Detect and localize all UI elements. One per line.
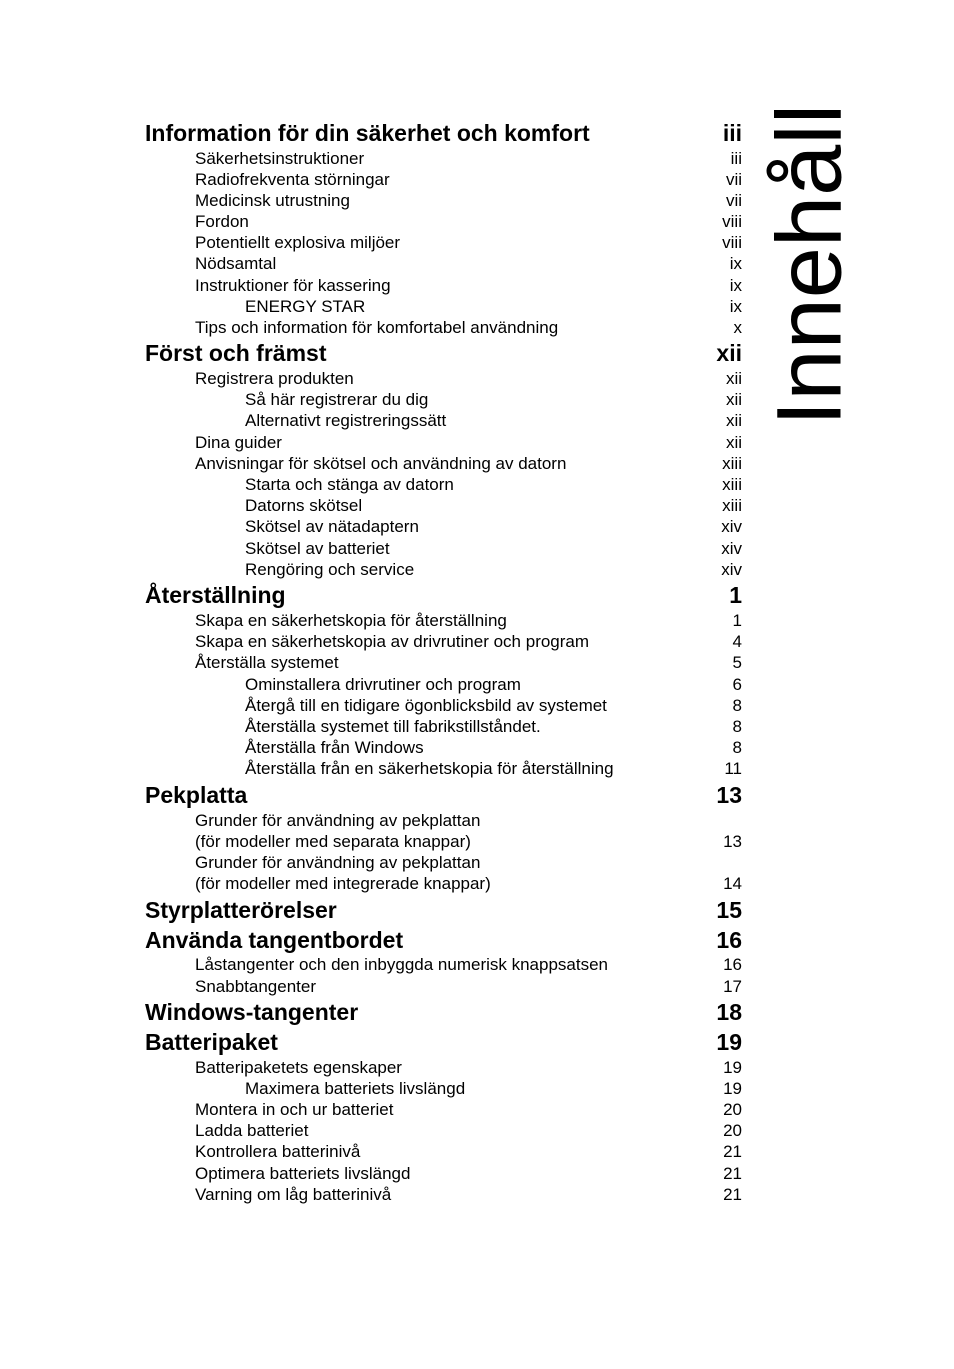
toc-entry-page: xii <box>725 369 742 388</box>
toc-subsection <box>245 475 742 496</box>
toc-entry-page: viii <box>722 233 742 252</box>
toc-entry-title: Alternativt registreringssätt <box>245 411 447 430</box>
toc-section <box>195 454 742 475</box>
toc-section <box>195 1164 742 1185</box>
toc-section <box>195 1142 742 1163</box>
toc-subsection <box>245 696 742 717</box>
toc-section <box>195 611 742 632</box>
toc-entry-page: 13 <box>716 782 742 808</box>
toc-entry-title: Registrera produkten <box>195 369 354 388</box>
toc-entry-title: Optimera batteriets livslängd <box>195 1164 411 1183</box>
toc-entry-title: Kontrollera batterinivå <box>195 1142 361 1161</box>
toc-entry-page: xiii <box>722 496 742 515</box>
toc-entry-page: xii <box>725 433 742 452</box>
toc-section <box>195 1058 742 1079</box>
toc-entry-title: Skapa en säkerhetskopia av drivrutiner och program <box>195 632 590 651</box>
toc-entry-page: xiv <box>721 539 742 558</box>
toc-section <box>195 433 742 454</box>
toc-entry-title: Windows-tangenter <box>145 999 359 1025</box>
toc-chapter <box>145 120 742 148</box>
toc-entry-page: 5 <box>732 653 742 672</box>
toc-entry-title: Styrplatterörelser <box>145 897 337 923</box>
toc-entry-page: 20 <box>723 1121 742 1140</box>
toc-entry-title: Medicinsk utrustning <box>195 191 350 210</box>
toc-entry-title: Grunder för användning av pekplattan <box>195 853 481 872</box>
toc-entry-title: Skötsel av batteriet <box>245 539 390 558</box>
toc-section <box>195 233 742 254</box>
toc-entry-page: ix <box>729 276 742 295</box>
toc-section <box>195 170 742 191</box>
toc-entry-page: 8 <box>732 717 742 736</box>
toc-section <box>195 1121 742 1142</box>
toc-section <box>195 653 742 674</box>
toc-entry-title: Batteripaketets egenskaper <box>195 1058 402 1077</box>
toc-entry-page: 8 <box>732 738 742 757</box>
toc-entry-page: 14 <box>723 874 742 893</box>
toc-section <box>195 955 742 976</box>
toc-entry-title: Maximera batteriets livslängd <box>245 1079 466 1098</box>
toc-entry-page: 8 <box>732 696 742 715</box>
toc-entry-page: 1 <box>729 582 742 608</box>
toc-entry-title: Återställa från Windows <box>245 738 424 757</box>
toc-section <box>195 254 742 275</box>
toc-section <box>195 853 742 874</box>
toc-section <box>195 191 742 212</box>
toc-entry-title: Rengöring och service <box>245 560 415 579</box>
toc-entry-page: 1 <box>732 611 742 630</box>
toc-entry-title: Pekplatta <box>145 782 248 808</box>
toc-subsection <box>245 1079 742 1100</box>
toc-entry-page: 17 <box>723 977 742 996</box>
toc-subsection <box>245 297 742 318</box>
toc-entry-title: (för modeller med separata knappar) <box>195 832 471 851</box>
toc-entry-title: Ominstallera drivrutiner och program <box>245 675 521 694</box>
toc-entry-page: iii <box>730 149 742 168</box>
toc-entry-page: xiii <box>722 454 742 473</box>
toc-entry-title: Nödsamtal <box>195 254 277 273</box>
toc-subsection <box>245 738 742 759</box>
toc-entry-page: 20 <box>723 1100 742 1119</box>
toc-entry-page: 13 <box>723 832 742 851</box>
toc-entry-page: xiii <box>722 475 742 494</box>
toc-entry-page: 21 <box>723 1142 742 1161</box>
toc-section <box>195 318 742 339</box>
toc-subsection <box>245 496 742 517</box>
toc-entry-page: vii <box>725 170 742 189</box>
toc-entry-title: Tips och information för komfortabel användning <box>195 318 559 337</box>
toc-entry-title: Säkerhetsinstruktioner <box>195 149 365 168</box>
toc-entry-title: Dina guider <box>195 433 282 452</box>
toc-chapter <box>145 999 742 1027</box>
toc-subsection <box>245 517 742 538</box>
toc-section <box>195 1100 742 1121</box>
toc-subsection <box>245 560 742 581</box>
toc-entry-page: ix <box>729 297 742 316</box>
toc-entry-title: Återställa systemet till fabrikstillståndet. <box>245 717 541 736</box>
toc-subsection <box>245 675 742 696</box>
toc-entry-page: xii <box>716 340 742 366</box>
toc-entry-title: Potentiellt explosiva miljöer <box>195 233 401 252</box>
toc-entry-page: viii <box>722 212 742 231</box>
toc-entry-page: 4 <box>732 632 742 651</box>
toc-section <box>195 977 742 998</box>
toc-entry-page: 16 <box>716 927 742 953</box>
toc-entry-title: Batteripaket <box>145 1029 278 1055</box>
toc-entry-title: Instruktioner för kassering <box>195 276 391 295</box>
toc-entry-page: xii <box>725 390 742 409</box>
toc-entry-title: Återställa systemet <box>195 653 339 672</box>
toc-entry-title: Skapa en säkerhetskopia för återställning <box>195 611 507 630</box>
toc-entry-title: Återgå till en tidigare ögonblicksbild av systemet <box>245 696 607 715</box>
toc-section <box>195 832 742 853</box>
toc-entry-page: xiv <box>721 560 742 579</box>
toc-entry-page: 18 <box>716 999 742 1025</box>
toc-section <box>195 874 742 895</box>
toc-entry-title: Datorns skötsel <box>245 496 363 515</box>
toc-entry-title: Montera in och ur batteriet <box>195 1100 394 1119</box>
toc-entry-title: Information för din säkerhet och komfort <box>145 120 590 146</box>
toc-entry-title: Radiofrekventa störningar <box>195 170 390 189</box>
toc-entry-page: vii <box>725 191 742 210</box>
toc-entry-title: Fordon <box>195 212 249 231</box>
toc-entry-title: Snabbtangenter <box>195 977 316 996</box>
toc-entry-page: 21 <box>723 1164 742 1183</box>
toc-chapter <box>145 897 742 925</box>
toc-entry-page: 15 <box>716 897 742 923</box>
toc-subsection <box>245 539 742 560</box>
toc-entry-title: Grunder för användning av pekplattan <box>195 811 481 830</box>
toc-entry-page: 16 <box>723 955 742 974</box>
toc-entry-title: (för modeller med integrerade knappar) <box>195 874 491 893</box>
toc-section <box>195 811 742 832</box>
toc-section <box>195 276 742 297</box>
toc-chapter <box>145 582 742 610</box>
toc-section <box>195 149 742 170</box>
toc-entry-page: 11 <box>724 759 742 778</box>
toc-section <box>195 212 742 233</box>
toc-section <box>195 632 742 653</box>
toc-entry-title: Varning om låg batterinivå <box>195 1185 392 1204</box>
toc-subsection <box>245 411 742 432</box>
toc-entry-page: 21 <box>723 1185 742 1204</box>
toc-entry-title: Återställning <box>145 582 286 608</box>
toc-entry-title: Så här registrerar du dig <box>245 390 429 409</box>
toc-subsection <box>245 390 742 411</box>
toc-entry-page: xii <box>725 411 742 430</box>
toc-chapter <box>145 340 742 368</box>
toc-entry-title: Anvisningar för skötsel och användning av datorn <box>195 454 567 473</box>
toc-entry-page: x <box>733 318 742 337</box>
toc-entry-page: ix <box>729 254 742 273</box>
toc-entry-page: xiv <box>721 517 742 536</box>
toc-entry-title: Låstangenter och den inbyggda numerisk knappsatsen <box>195 955 609 974</box>
toc-chapter <box>145 927 742 955</box>
toc-chapter <box>145 1029 742 1057</box>
toc-entry-page: iii <box>722 120 742 146</box>
toc-section <box>195 369 742 390</box>
toc-chapter <box>145 782 742 810</box>
toc-entry-title: Använda tangentbordet <box>145 927 404 953</box>
toc-entry-page: 6 <box>732 675 742 694</box>
toc-entry-title: Skötsel av nätadaptern <box>245 517 419 536</box>
toc-entry-title: Ladda batteriet <box>195 1121 309 1140</box>
toc-entry-page: 19 <box>723 1079 742 1098</box>
toc-subsection <box>245 759 742 780</box>
toc-entry-title: Starta och stänga av datorn <box>245 475 454 494</box>
toc-entry-title: Återställa från en säkerhetskopia för återställning <box>245 759 614 778</box>
toc-entry-title: ENERGY STAR <box>245 297 366 316</box>
toc-entry-title: Först och främst <box>145 340 327 366</box>
toc-section <box>195 1185 742 1206</box>
toc-subsection <box>245 717 742 738</box>
toc-entry-page: 19 <box>716 1029 742 1055</box>
toc-entry-page: 19 <box>723 1058 742 1077</box>
page-title-text: Innehåll <box>758 103 861 427</box>
